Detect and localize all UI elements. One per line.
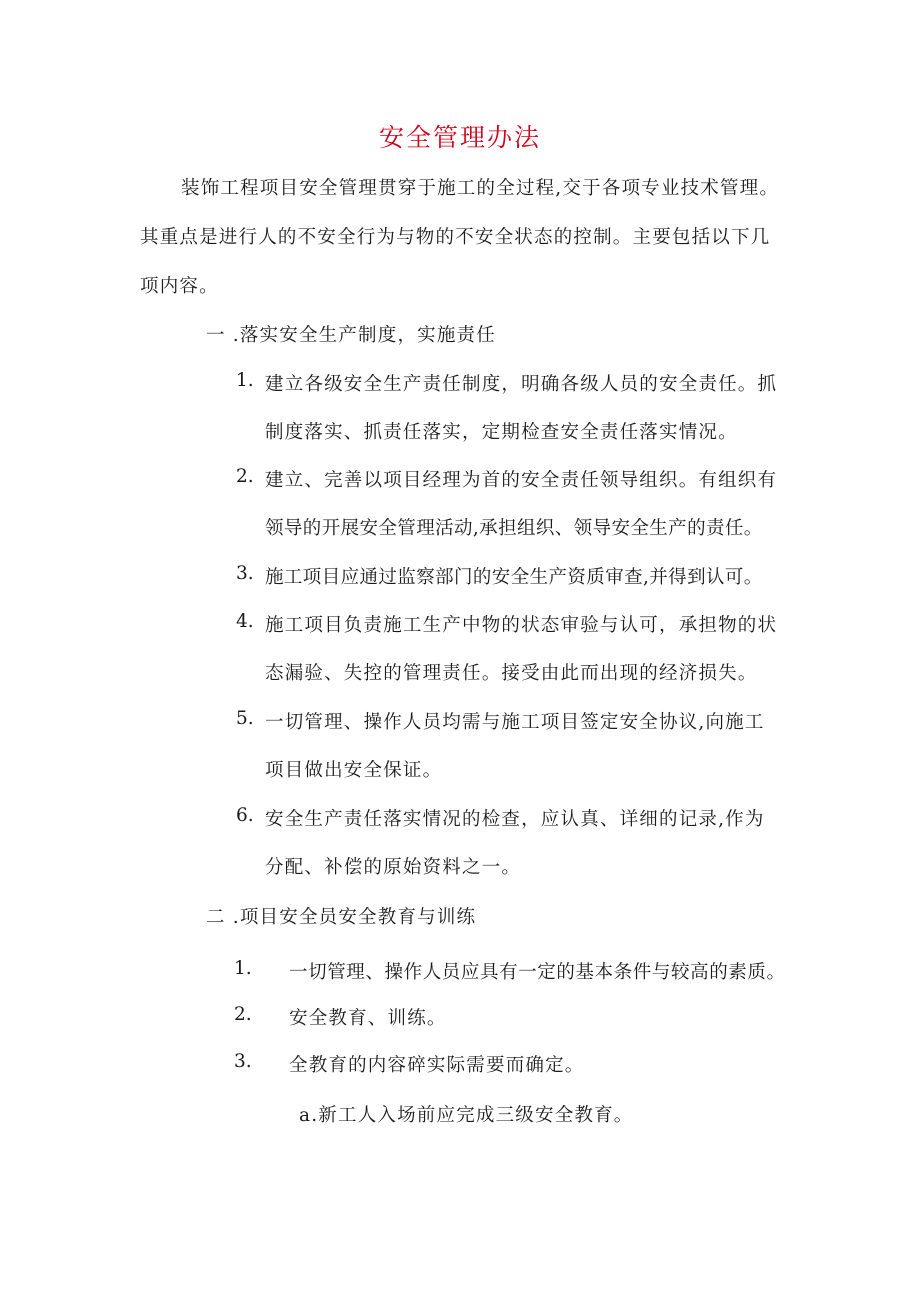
section1-item-3-number: 3. (236, 563, 254, 584)
section1-item-2-line-1: 建立、完善以项目经理为首的安全责任领导组织。有组织有 (265, 470, 778, 491)
section1-item-2-number: 2. (236, 466, 254, 487)
section2-heading: 二 .项目安全员安全教育与训练 (206, 907, 477, 928)
intro-line-1: 装饰工程项目安全管理贯穿于施工的全过程,交于各项专业技术管理。 (181, 178, 780, 199)
section2-subitem-a: a.新工人入场前应完成三级安全教育。 (299, 1105, 634, 1126)
intro-line-2: 其重点是进行人的不安全行为与物的不安全状态的控制。主要包括以下几 (140, 227, 771, 248)
section1-item-6-line-2: 分配、补偿的原始资料之一。 (265, 857, 522, 878)
document-title: 安全管理办法 (378, 123, 541, 152)
section1-item-5-number: 5. (236, 708, 254, 729)
section2-item-1-number: 1. (234, 958, 252, 979)
section1-item-4-number: 4. (236, 611, 254, 632)
section1-item-5-line-2: 项目做出安全保证。 (265, 760, 443, 781)
section1-item-1-line-2: 制度落实、抓责任落实，定期检查安全责任落实情况。 (265, 422, 738, 443)
section2-item-1-text: 一切管理、操作人员应具有一定的基本条件与较高的素质。 (289, 962, 786, 983)
section1-heading: 一 .落实安全生产制度，实施责任 (206, 325, 496, 346)
section2-item-2-number: 2. (234, 1004, 252, 1025)
section2-item-2-text: 安全教育、训练。 (289, 1008, 447, 1029)
section1-item-4-line-1: 施工项目负责施工生产中物的状态审验与认可，承担物的状 (265, 615, 778, 636)
intro-line-3: 项内容。 (140, 276, 219, 297)
section1-item-1-number: 1. (236, 370, 254, 391)
section1-item-5-line-1: 一切管理、操作人员均需与施工项目签定安全协议,向施工 (265, 712, 765, 733)
section2-item-3-text: 全教育的内容碎实际需要而确定。 (289, 1055, 585, 1076)
section1-item-4-line-2: 态漏验、失控的管理责任。接受由此而出现的经济损失。 (265, 663, 758, 684)
section1-item-1-line-1: 建立各级安全生产责任制度，明确各级人员的安全责任。抓 (265, 374, 778, 395)
section2-item-3-number: 3. (234, 1051, 252, 1072)
section1-item-6-number: 6. (236, 805, 254, 826)
section1-item-3-line-1: 施工项目应通过监察部门的安全生产资质审查,并得到认可。 (265, 567, 763, 588)
section1-item-6-line-1: 安全生产责任落实情况的检查，应认真、详细的记录,作为 (265, 809, 765, 830)
section1-item-2-line-2: 领导的开展安全管理活动,承担组织、领导安全生产的责任。 (265, 518, 763, 539)
